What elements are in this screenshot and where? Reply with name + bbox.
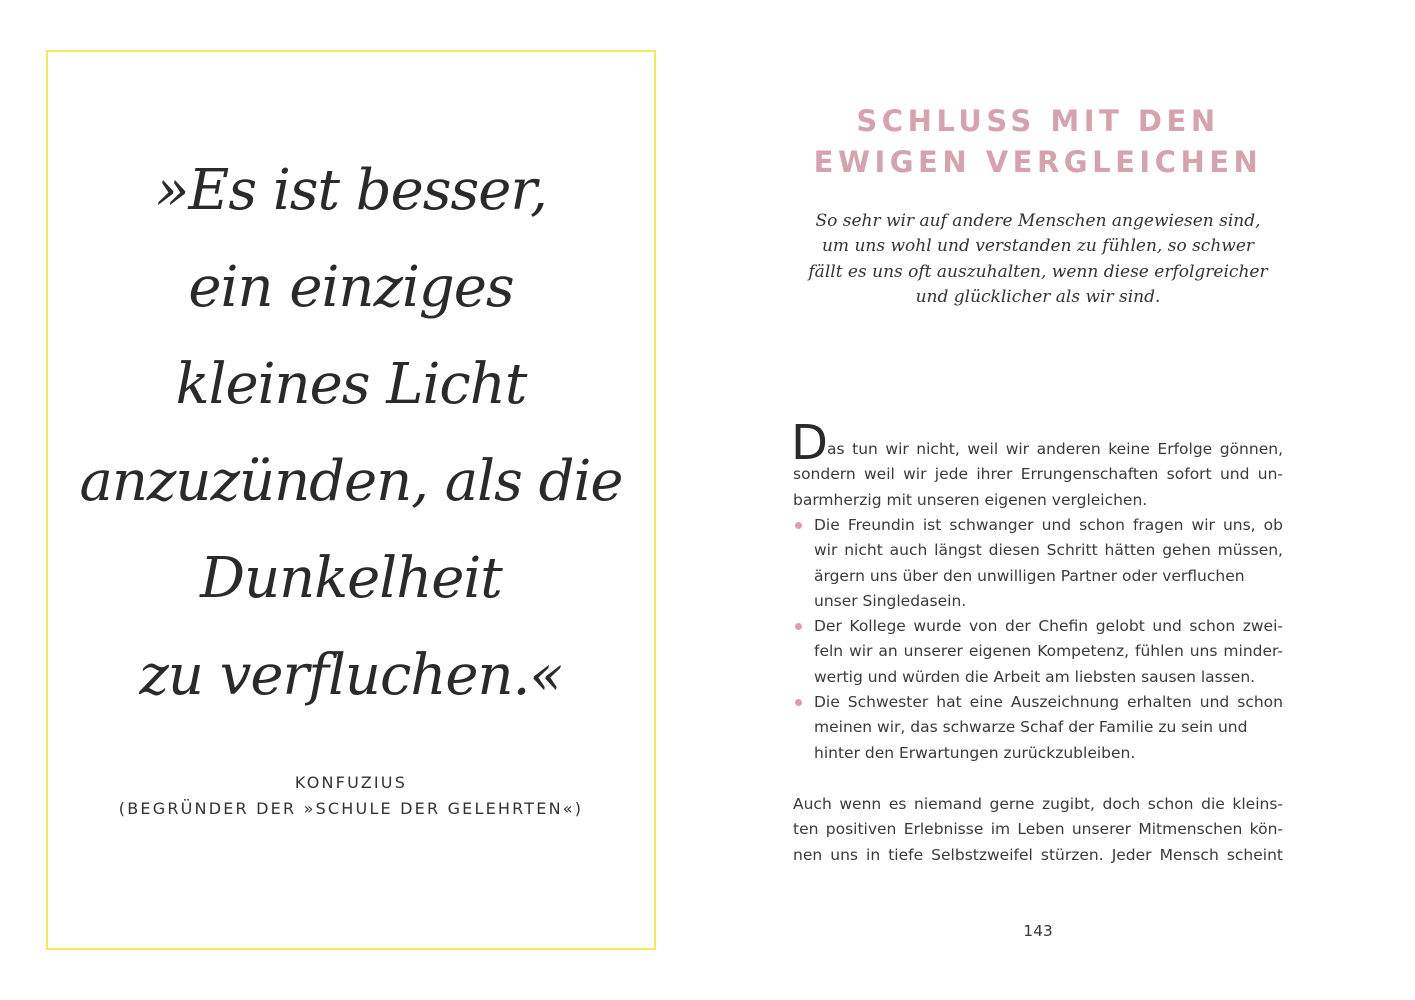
list-item [793, 690, 1283, 766]
list-item-line: hinter den Erwartungen zurückzubleiben. [814, 743, 1136, 762]
right-page [793, 0, 1283, 1000]
paragraph-1 [791, 415, 1283, 513]
paragraph-2 [793, 792, 1283, 868]
list-item-line: Die Schwester hat eine Auszeichnung erhalten und schon [814, 693, 1283, 712]
bullet-dot-icon [795, 522, 802, 529]
quote-line: ein einziges [188, 255, 514, 320]
paragraph-line: ten positiven Erlebnisse im Leben unserer Mitmenschen kön- [793, 820, 1283, 839]
left-page-quote-frame [46, 50, 656, 950]
page-number: 143 [1023, 922, 1053, 940]
paragraph-line [791, 415, 1283, 471]
quote-attribution [48, 770, 654, 822]
list-item-line: ärgern uns über den unwilligen Partner oder verfluchen [814, 566, 1245, 585]
chapter-heading [793, 101, 1283, 183]
quote-line: anzuzünden, als die [79, 449, 623, 514]
list-item-line: feln wir an unserer eigenen Kompetenz, fühlen uns minder- [814, 642, 1283, 661]
paragraph-line: barmherzig mit unseren eigenen vergleichen. [793, 490, 1148, 509]
list-item-line: Der Kollege wurde von der Chefin gelobt und schon zwei- [814, 617, 1283, 636]
quote-line: Dunkelheit [200, 546, 502, 611]
intro-line: So sehr wir auf andere Menschen angewiesen sind, [815, 211, 1261, 231]
heading-line: EWIGEN VERGLEICHEN [813, 145, 1263, 179]
paragraph-line: Auch wenn es niemand gerne zugibt, doch schon die kleins- [793, 795, 1283, 813]
paragraph-line: sondern weil wir jede ihrer Errungenschaften sofort und un- [793, 465, 1283, 484]
quote [48, 142, 654, 724]
chapter-intro [793, 209, 1283, 310]
list-item-line: Die Freundin ist schwanger und schon fragen wir uns, ob [814, 516, 1283, 534]
intro-line: um uns wohl und verstanden zu fühlen, so schwer [821, 236, 1255, 257]
bullet-list [793, 513, 1283, 766]
quote-line: zu verfluchen.« [139, 643, 563, 708]
intro-line: fällt es uns oft auszuhalten, wenn diese erfolgreicher [808, 261, 1268, 282]
paragraph-line: nen uns in tiefe Selbstzweifel stürzen. Jeder Mensch scheint [793, 845, 1283, 864]
list-item-line: meinen wir, das schwarze Schaf der Familie zu sein und [814, 718, 1248, 737]
intro-line: und glücklicher als wir sind. [915, 286, 1161, 307]
quote-line: »Es ist besser, [155, 158, 547, 223]
list-item-line: unser Singledasein. [814, 591, 967, 610]
list-item-line: wertig und würden die Arbeit am liebsten sausen lassen. [814, 667, 1256, 686]
paragraph-line-text: as tun wir nicht, weil wir anderen keine Erfolge gönnen, [827, 440, 1283, 458]
drop-cap: D [791, 415, 828, 471]
quote-line: kleines Licht [175, 352, 527, 417]
quote-author: KONFUZIUS [294, 773, 408, 792]
bullet-dot-icon [795, 623, 802, 630]
list-item-line: wir nicht auch längst diesen Schritt hätten gehen müssen, [814, 541, 1283, 560]
bullet-dot-icon [795, 699, 802, 706]
quote-author-note: (BEGRÜNDER DER »SCHULE DER GELEHRTEN«) [118, 799, 584, 818]
list-item [793, 513, 1283, 614]
heading-line: SCHLUSS MIT DEN [856, 104, 1220, 138]
list-item [793, 614, 1283, 690]
